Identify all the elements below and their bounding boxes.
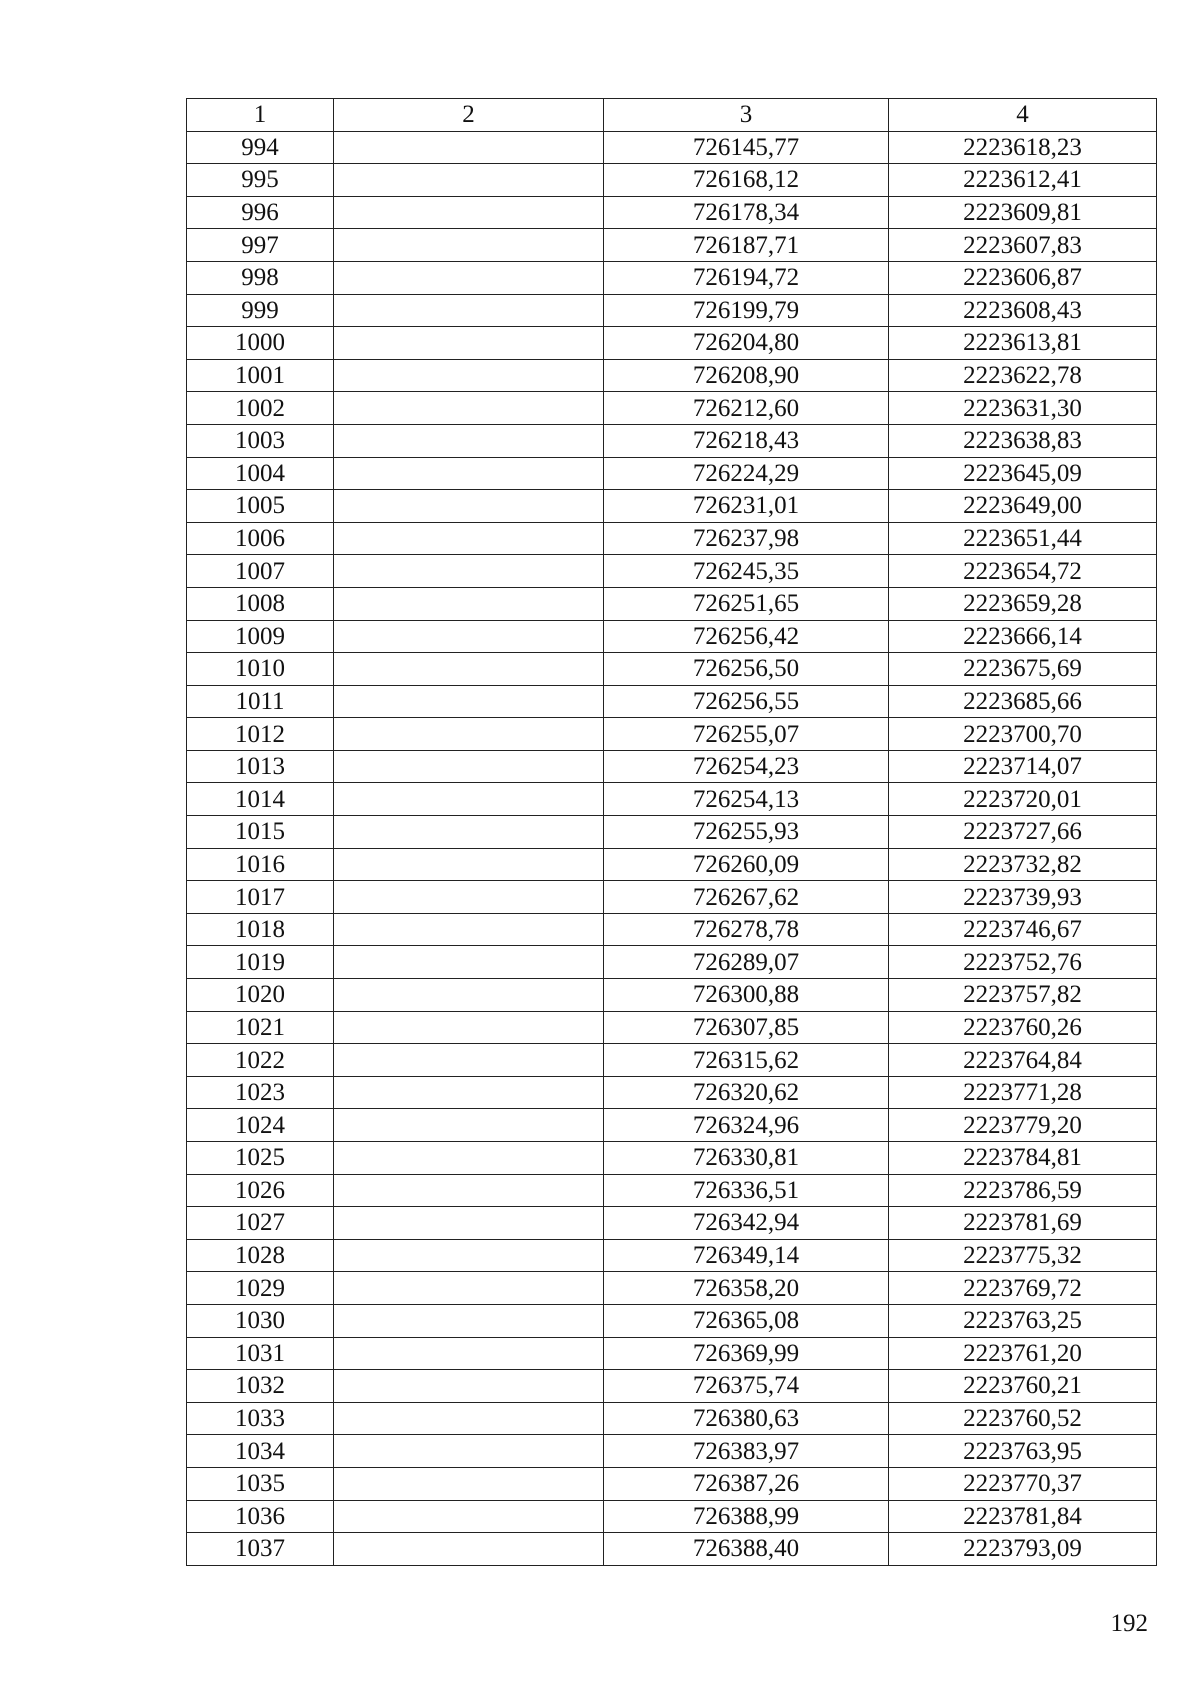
table-cell-col-3: 726256,55 [604,685,889,718]
table-cell-col-3: 726256,42 [604,620,889,653]
table-cell-col-3: 726178,34 [604,196,889,229]
table-cell-col-1: 1023 [187,1076,334,1109]
table-cell-col-4: 2223618,23 [889,131,1157,164]
table-cell-col-1: 1008 [187,587,334,620]
table-cell-col-4: 2223760,21 [889,1370,1157,1403]
table-cell-col-4: 2223763,25 [889,1304,1157,1337]
table-row [187,327,1157,360]
table-cell-col-4: 2223720,01 [889,783,1157,816]
table-cell-col-3: 726231,01 [604,490,889,523]
table-row [187,424,1157,457]
table-row [187,1337,1157,1370]
table-cell-col-3: 726187,71 [604,229,889,262]
table-cell-col-4: 2223638,83 [889,424,1157,457]
table-cell-col-3: 726208,90 [604,359,889,392]
table-cell-col-4: 2223739,93 [889,881,1157,914]
table-cell-col-1: 1033 [187,1402,334,1435]
table-cell-col-1: 1020 [187,979,334,1012]
table-cell-col-1: 1009 [187,620,334,653]
table-cell-col-2 [334,1044,604,1077]
table-cell-col-2 [334,1272,604,1305]
table-cell-col-4: 2223784,81 [889,1142,1157,1175]
table-row [187,1109,1157,1142]
table-cell-col-1: 1017 [187,881,334,914]
table-row [187,1174,1157,1207]
table-cell-col-1: 1010 [187,653,334,686]
table-cell-col-4: 2223651,44 [889,522,1157,555]
table-cell-col-2 [334,359,604,392]
table-cell-col-2 [334,1337,604,1370]
table-cell-col-2 [334,196,604,229]
table-cell-col-1: 1025 [187,1142,334,1175]
table-cell-col-3: 726330,81 [604,1142,889,1175]
table-cell-col-2 [334,1402,604,1435]
table-cell-col-1: 1032 [187,1370,334,1403]
table-cell-col-2 [334,1109,604,1142]
table-cell-col-2 [334,392,604,425]
table-cell-col-3: 726255,93 [604,816,889,849]
table-cell-col-4: 2223613,81 [889,327,1157,360]
table-cell-col-4: 2223779,20 [889,1109,1157,1142]
table-cell-col-1: 1007 [187,555,334,588]
table-cell-col-1: 1002 [187,392,334,425]
table-cell-col-1: 1022 [187,1044,334,1077]
table-cell-col-1: 1030 [187,1304,334,1337]
table-row [187,196,1157,229]
table-cell-col-4: 2223770,37 [889,1467,1157,1500]
table-cell-col-1: 1014 [187,783,334,816]
table-cell-col-3: 726324,96 [604,1109,889,1142]
table-cell-col-2 [334,261,604,294]
table-cell-col-3: 726388,40 [604,1533,889,1566]
table-cell-col-4: 2223760,52 [889,1402,1157,1435]
table-row [187,294,1157,327]
table-cell-col-4: 2223675,69 [889,653,1157,686]
table-row [187,1239,1157,1272]
table-cell-col-4: 2223761,20 [889,1337,1157,1370]
table-cell-col-4: 2223732,82 [889,848,1157,881]
table-row [187,653,1157,686]
table-row [187,816,1157,849]
coordinates-table [186,98,1157,1566]
table-row [187,750,1157,783]
table-cell-col-2 [334,718,604,751]
table-cell-col-1: 1026 [187,1174,334,1207]
table-cell-col-2 [334,1467,604,1500]
table-row [187,1500,1157,1533]
table-cell-col-1: 994 [187,131,334,164]
table-cell-col-2 [334,620,604,653]
table-cell-col-2 [334,783,604,816]
table-row [187,1370,1157,1403]
table-cell-col-3: 726245,35 [604,555,889,588]
table-cell-col-2 [334,522,604,555]
table-cell-col-4: 2223612,41 [889,164,1157,197]
table-cell-col-3: 726251,65 [604,587,889,620]
table-cell-col-3: 726300,88 [604,979,889,1012]
table-cell-col-3: 726278,78 [604,913,889,946]
table-cell-col-2 [334,979,604,1012]
table-cell-col-1: 1003 [187,424,334,457]
header-row [187,99,1157,132]
table-cell-col-2 [334,294,604,327]
page-number: 192 [1110,1610,1148,1637]
table-cell-col-3: 726388,99 [604,1500,889,1533]
table-row [187,229,1157,262]
table-cell-col-4: 2223781,69 [889,1207,1157,1240]
table-cell-col-2 [334,131,604,164]
table-cell-col-1: 1035 [187,1467,334,1500]
table-cell-col-4: 2223666,14 [889,620,1157,653]
table-cell-col-1: 999 [187,294,334,327]
table-row [187,555,1157,588]
table-row [187,392,1157,425]
table-row [187,1304,1157,1337]
table-cell-col-1: 1015 [187,816,334,849]
table-cell-col-4: 2223609,81 [889,196,1157,229]
table-cell-col-2 [334,424,604,457]
table-row [187,1011,1157,1044]
table-cell-col-3: 726267,62 [604,881,889,914]
table-cell-col-1: 1013 [187,750,334,783]
table-cell-col-4: 2223649,00 [889,490,1157,523]
table-cell-col-3: 726212,60 [604,392,889,425]
table-row [187,164,1157,197]
table-cell-col-3: 726307,85 [604,1011,889,1044]
table-cell-col-3: 726254,13 [604,783,889,816]
table-row [187,261,1157,294]
table-body [187,131,1157,1565]
table-cell-col-4: 2223714,07 [889,750,1157,783]
table-row [187,979,1157,1012]
table-cell-col-4: 2223631,30 [889,392,1157,425]
table-cell-col-3: 726168,12 [604,164,889,197]
table-cell-col-4: 2223746,67 [889,913,1157,946]
table-cell-col-1: 1006 [187,522,334,555]
table-row [187,913,1157,946]
table-cell-col-2 [334,946,604,979]
table-cell-col-1: 1001 [187,359,334,392]
table-cell-col-1: 995 [187,164,334,197]
table-cell-col-3: 726365,08 [604,1304,889,1337]
table-row [187,1076,1157,1109]
table-cell-col-1: 1029 [187,1272,334,1305]
table-cell-col-4: 2223607,83 [889,229,1157,262]
table-row [187,620,1157,653]
table-cell-col-3: 726194,72 [604,261,889,294]
table-cell-col-1: 1011 [187,685,334,718]
table-cell-col-1: 997 [187,229,334,262]
table-row [187,1435,1157,1468]
table-cell-col-1: 1031 [187,1337,334,1370]
table-cell-col-1: 1019 [187,946,334,979]
table-cell-col-1: 1024 [187,1109,334,1142]
table-row [187,1533,1157,1566]
table-cell-col-4: 2223622,78 [889,359,1157,392]
table-cell-col-2 [334,1174,604,1207]
table-cell-col-4: 2223659,28 [889,587,1157,620]
table-cell-col-2 [334,229,604,262]
table-cell-col-3: 726255,07 [604,718,889,751]
table-cell-col-2 [334,750,604,783]
table-row [187,881,1157,914]
column-header-4: 4 [889,99,1157,132]
table-cell-col-2 [334,1533,604,1566]
table-row [187,587,1157,620]
table-cell-col-2 [334,816,604,849]
table-cell-col-3: 726145,77 [604,131,889,164]
table-cell-col-1: 1005 [187,490,334,523]
table-cell-col-1: 1012 [187,718,334,751]
table-cell-col-4: 2223757,82 [889,979,1157,1012]
table-cell-col-1: 998 [187,261,334,294]
table-cell-col-3: 726256,50 [604,653,889,686]
table-cell-col-2 [334,1239,604,1272]
table-cell-col-2 [334,1304,604,1337]
table-cell-col-2 [334,1435,604,1468]
table-row [187,848,1157,881]
table-cell-col-3: 726224,29 [604,457,889,490]
table-cell-col-3: 726375,74 [604,1370,889,1403]
table-cell-col-2 [334,848,604,881]
table-cell-col-2 [334,587,604,620]
table-row [187,1402,1157,1435]
table-cell-col-4: 2223786,59 [889,1174,1157,1207]
table-cell-col-2 [334,881,604,914]
table-cell-col-4: 2223606,87 [889,261,1157,294]
table-row [187,1044,1157,1077]
table-cell-col-2 [334,490,604,523]
table-cell-col-1: 1000 [187,327,334,360]
column-header-1: 1 [187,99,334,132]
table-cell-col-3: 726320,62 [604,1076,889,1109]
table-row [187,718,1157,751]
table-cell-col-2 [334,327,604,360]
table-row [187,457,1157,490]
table-cell-col-1: 1027 [187,1207,334,1240]
table-cell-col-4: 2223771,28 [889,1076,1157,1109]
table-cell-col-3: 726358,20 [604,1272,889,1305]
table-row [187,490,1157,523]
table-row [187,946,1157,979]
table-cell-col-2 [334,913,604,946]
table-cell-col-1: 1028 [187,1239,334,1272]
table-cell-col-3: 726218,43 [604,424,889,457]
table-row [187,522,1157,555]
table-cell-col-3: 726237,98 [604,522,889,555]
table-cell-col-2 [334,1011,604,1044]
table-cell-col-1: 1004 [187,457,334,490]
table-header [187,99,1157,132]
table-cell-col-4: 2223760,26 [889,1011,1157,1044]
table-cell-col-3: 726315,62 [604,1044,889,1077]
table-row [187,1142,1157,1175]
table-cell-col-2 [334,685,604,718]
table-cell-col-2 [334,1142,604,1175]
table-cell-col-3: 726204,80 [604,327,889,360]
table-cell-col-2 [334,1076,604,1109]
column-header-3: 3 [604,99,889,132]
table-cell-col-4: 2223654,72 [889,555,1157,588]
table-row [187,1272,1157,1305]
table-cell-col-4: 2223769,72 [889,1272,1157,1305]
table-cell-col-1: 1037 [187,1533,334,1566]
table-cell-col-4: 2223685,66 [889,685,1157,718]
table-cell-col-2 [334,1207,604,1240]
table-cell-col-1: 1036 [187,1500,334,1533]
table-cell-col-1: 1034 [187,1435,334,1468]
table-cell-col-4: 2223793,09 [889,1533,1157,1566]
table-cell-col-4: 2223752,76 [889,946,1157,979]
table-cell-col-2 [334,555,604,588]
table-row [187,685,1157,718]
table-cell-col-2 [334,457,604,490]
table-cell-col-1: 1018 [187,913,334,946]
table-cell-col-1: 1021 [187,1011,334,1044]
table-cell-col-3: 726380,63 [604,1402,889,1435]
table-cell-col-4: 2223727,66 [889,816,1157,849]
table-row [187,359,1157,392]
table-cell-col-4: 2223781,84 [889,1500,1157,1533]
table-cell-col-3: 726387,26 [604,1467,889,1500]
table-cell-col-3: 726336,51 [604,1174,889,1207]
table-cell-col-3: 726260,09 [604,848,889,881]
table-cell-col-3: 726383,97 [604,1435,889,1468]
table-cell-col-2 [334,1500,604,1533]
table-cell-col-4: 2223763,95 [889,1435,1157,1468]
table-row [187,131,1157,164]
table-cell-col-2 [334,1370,604,1403]
table-cell-col-3: 726289,07 [604,946,889,979]
table-row [187,1467,1157,1500]
table-cell-col-4: 2223645,09 [889,457,1157,490]
table-cell-col-1: 996 [187,196,334,229]
table-row [187,783,1157,816]
table-cell-col-3: 726199,79 [604,294,889,327]
table-cell-col-3: 726369,99 [604,1337,889,1370]
column-header-2: 2 [334,99,604,132]
table-cell-col-3: 726254,23 [604,750,889,783]
table-cell-col-4: 2223700,70 [889,718,1157,751]
table-cell-col-4: 2223608,43 [889,294,1157,327]
table-row [187,1207,1157,1240]
table-cell-col-2 [334,653,604,686]
table-cell-col-3: 726342,94 [604,1207,889,1240]
table-cell-col-4: 2223775,32 [889,1239,1157,1272]
table-cell-col-4: 2223764,84 [889,1044,1157,1077]
table-cell-col-3: 726349,14 [604,1239,889,1272]
table-cell-col-2 [334,164,604,197]
table-cell-col-1: 1016 [187,848,334,881]
